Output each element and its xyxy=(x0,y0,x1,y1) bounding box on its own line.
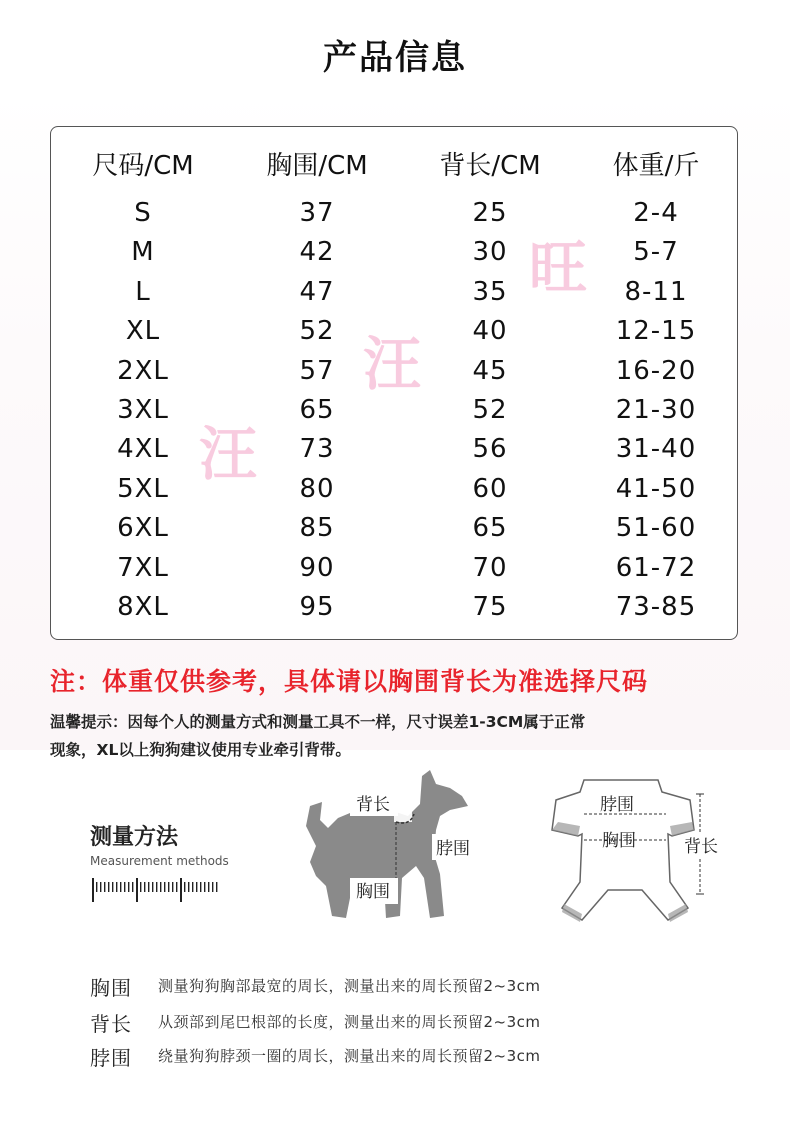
back-cell: 30 xyxy=(472,237,508,268)
dog-diagram xyxy=(300,766,490,930)
weight-cell: 61-72 xyxy=(615,552,697,583)
weight-cell: 8-11 xyxy=(624,276,688,307)
header-back: 背长/CM xyxy=(439,151,541,181)
size-cell: 5XL xyxy=(117,473,169,504)
chest-cell: 65 xyxy=(299,395,335,425)
tip-line-2: 现象，XL以上狗狗建议使用专业牵引背带。 xyxy=(50,741,351,759)
header-weight: 体重/斤 xyxy=(612,151,700,181)
chest-cell: 95 xyxy=(299,592,335,622)
size-table xyxy=(50,126,738,640)
header-chest: 胸围/CM xyxy=(266,151,368,181)
definition-text: 从颈部到尾巴根部的长度，测量出来的周长预留2~3cm xyxy=(158,1013,541,1031)
back-cell: 35 xyxy=(472,276,508,307)
weight-cell: 21-30 xyxy=(615,395,697,425)
definition-term: 胸围 xyxy=(90,976,132,1000)
back-cell: 70 xyxy=(472,552,508,583)
measure-subtitle: Measurement methods xyxy=(90,854,229,868)
weight-cell: 12-15 xyxy=(615,316,697,347)
weight-cell: 31-40 xyxy=(615,434,697,465)
size-cell: XL xyxy=(125,316,161,347)
chest-cell: 73 xyxy=(299,434,335,465)
definition-term: 脖围 xyxy=(90,1046,132,1070)
back-cell: 52 xyxy=(472,395,508,425)
size-cell: 3XL xyxy=(117,395,169,425)
weight-cell: 41-50 xyxy=(615,473,697,504)
size-cell: S xyxy=(134,198,152,228)
definition-term: 背长 xyxy=(90,1012,132,1036)
watermark-wang-dog: 汪 xyxy=(363,330,422,398)
watermark-wang-dog: 汪 xyxy=(199,420,258,488)
size-note: 注：体重仅供参考，具体请以胸围背长为准选择尺码 xyxy=(50,667,649,696)
tip-line-1: 温馨提示：因每个人的测量方式和测量工具不一样，尺寸误差1-3CM属于正常 xyxy=(50,713,586,731)
shirt-label-chest: 胸围 xyxy=(602,831,636,851)
chest-cell: 37 xyxy=(299,198,335,228)
chest-cell: 80 xyxy=(299,473,335,504)
dog-label-neck: 脖围 xyxy=(436,839,470,859)
chest-cell: 42 xyxy=(299,237,335,268)
weight-cell: 16-20 xyxy=(615,355,697,386)
size-cell: 6XL xyxy=(117,513,169,544)
size-cell: 8XL xyxy=(117,592,169,622)
back-cell: 60 xyxy=(472,473,508,504)
size-cell: 2XL xyxy=(117,355,169,386)
shirt-label-neck: 脖围 xyxy=(600,795,634,815)
chest-cell: 85 xyxy=(299,513,335,544)
shirt-diagram xyxy=(540,774,730,930)
weight-cell: 2-4 xyxy=(633,198,679,228)
size-cell: L xyxy=(135,276,151,307)
measure-title: 测量方法 xyxy=(90,825,179,850)
weight-cell: 73-85 xyxy=(615,592,697,622)
chest-cell: 52 xyxy=(299,316,335,347)
back-cell: 56 xyxy=(472,434,508,465)
ruler-icon xyxy=(90,876,220,906)
header-size: 尺码/CM xyxy=(92,151,194,181)
definition-text: 绕量狗狗脖颈一圈的周长，测量出来的周长预留2~3cm xyxy=(158,1047,541,1065)
size-cell: 4XL xyxy=(117,434,169,465)
shirt-label-back: 背长 xyxy=(684,837,718,857)
dog-label-back: 背长 xyxy=(356,795,390,815)
back-cell: 40 xyxy=(472,316,508,347)
chest-cell: 47 xyxy=(299,276,335,307)
dog-label-chest: 胸围 xyxy=(356,882,390,902)
back-cell: 75 xyxy=(472,592,508,622)
back-cell: 65 xyxy=(472,513,508,544)
back-cell: 25 xyxy=(472,198,508,228)
chest-cell: 90 xyxy=(299,552,335,583)
definition-text: 测量狗狗胸部最宽的周长，测量出来的周长预留2~3cm xyxy=(158,977,541,995)
back-cell: 45 xyxy=(472,355,508,386)
watermark-wang: 旺 xyxy=(529,234,588,302)
size-cell: 7XL xyxy=(117,552,169,583)
chest-cell: 57 xyxy=(299,355,335,386)
page-title: 产品信息 xyxy=(323,38,467,78)
size-cell: M xyxy=(131,237,155,268)
weight-cell: 5-7 xyxy=(633,237,679,268)
weight-cell: 51-60 xyxy=(615,513,697,544)
